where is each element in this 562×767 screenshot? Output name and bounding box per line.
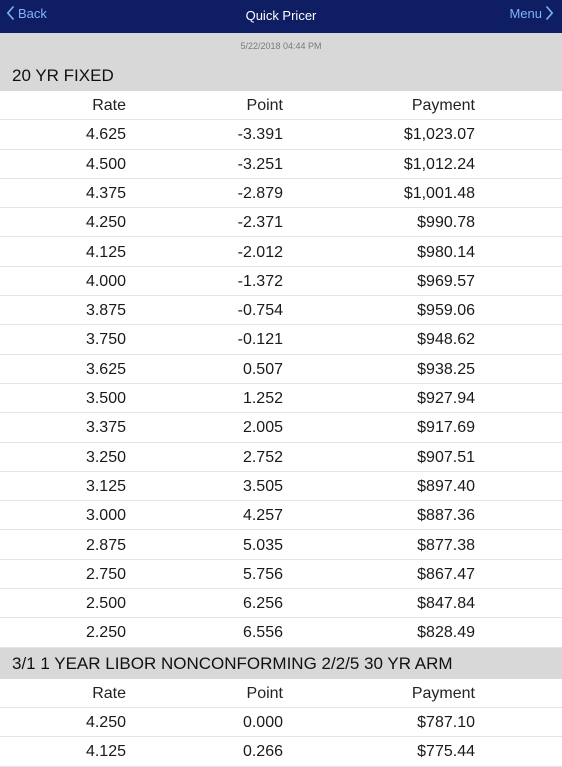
rate-cell: 3.125 — [85, 477, 126, 495]
section-header — [0, 60, 562, 91]
table-row[interactable] — [0, 443, 562, 472]
table-row[interactable] — [0, 355, 562, 384]
payment-cell: $938.25 — [417, 360, 475, 378]
rate-cell: 4.625 — [85, 126, 126, 144]
table-row[interactable] — [0, 413, 562, 442]
column-header-point: Point — [246, 97, 283, 114]
point-cell: -3.391 — [237, 126, 283, 144]
section-title: 20 YR FIXED — [12, 66, 114, 85]
table-row[interactable] — [0, 560, 562, 589]
payment-cell: $927.94 — [417, 390, 475, 407]
column-header-point: Point — [246, 684, 283, 702]
table-row[interactable] — [0, 325, 562, 354]
payment-cell: $917.69 — [417, 419, 475, 437]
payment-cell: $948.62 — [417, 331, 475, 349]
column-header-payment: Payment — [411, 97, 475, 114]
point-cell: -0.754 — [237, 302, 283, 320]
payment-cell: $787.10 — [417, 714, 475, 731]
rate-cell: 3.500 — [85, 390, 126, 407]
payment-cell: $969.57 — [417, 272, 475, 290]
payment-cell: $1,012.24 — [403, 155, 475, 173]
table-row[interactable] — [0, 384, 562, 413]
table-row[interactable] — [0, 150, 562, 179]
section-title: 3/1 1 YEAR LIBOR NONCONFORMING 2/2/5 30 YR ARM — [12, 653, 453, 673]
column-header-row — [0, 679, 562, 708]
rate-cell: 4.125 — [85, 243, 126, 261]
point-cell: -2.012 — [237, 243, 283, 261]
rate-cell: 3.750 — [85, 331, 126, 349]
table-row[interactable] — [0, 120, 562, 149]
rate-cell: 3.000 — [85, 507, 126, 525]
point-cell: 5.035 — [242, 536, 283, 554]
payment-cell: $867.47 — [417, 565, 475, 583]
rate-cell: 4.250 — [85, 214, 126, 232]
rate-cell: 4.375 — [85, 184, 126, 202]
point-cell: -0.121 — [237, 331, 283, 349]
table-row[interactable] — [0, 296, 562, 325]
rate-cell: 3.625 — [85, 360, 126, 378]
payment-cell: $1,023.07 — [403, 126, 475, 144]
point-cell: 0.266 — [242, 743, 283, 761]
table-row[interactable] — [0, 472, 562, 501]
table-row[interactable] — [0, 179, 562, 208]
nav-bar — [0, 0, 562, 33]
table-row[interactable] — [0, 267, 562, 296]
table-row[interactable] — [0, 737, 562, 766]
point-cell: 2.752 — [242, 448, 283, 466]
chevron-right-icon — [545, 5, 554, 21]
column-header-row — [0, 91, 562, 120]
table-row[interactable] — [0, 531, 562, 560]
rate-cell: 2.750 — [85, 565, 126, 583]
rate-cell: 2.500 — [85, 595, 126, 613]
point-cell: 0.507 — [242, 360, 283, 378]
payment-cell: $897.40 — [417, 477, 475, 495]
point-cell: 2.005 — [242, 419, 283, 437]
section-header — [0, 648, 562, 679]
table-row[interactable] — [0, 501, 562, 530]
payment-cell: $887.36 — [417, 507, 475, 525]
payment-cell: $1,001.48 — [403, 184, 475, 202]
rate-cell: 3.250 — [85, 448, 126, 466]
table-row[interactable] — [0, 708, 562, 737]
rate-cell: 3.875 — [85, 302, 126, 320]
rate-cell: 2.250 — [85, 624, 126, 642]
point-cell: 6.556 — [242, 624, 283, 642]
payment-cell: $990.78 — [417, 214, 475, 232]
payment-cell: $775.44 — [417, 743, 475, 761]
point-cell: 4.257 — [242, 507, 283, 525]
back-label: Back — [18, 5, 47, 21]
table-row[interactable] — [0, 208, 562, 237]
payment-cell: $828.49 — [417, 624, 475, 642]
column-header-payment: Payment — [411, 684, 475, 702]
column-header-rate: Rate — [92, 97, 126, 114]
point-cell: 3.505 — [242, 477, 283, 495]
rate-cell: 4.500 — [85, 155, 126, 173]
point-cell: 5.756 — [242, 565, 283, 583]
point-cell: 0.000 — [242, 714, 283, 731]
timestamp-bar — [0, 33, 562, 60]
payment-cell: $877.38 — [417, 536, 475, 554]
payment-cell: $980.14 — [417, 243, 475, 261]
timestamp: 5/22/2018 04:44 PM — [240, 41, 322, 51]
table-row[interactable] — [0, 618, 562, 647]
rate-cell: 4.000 — [85, 272, 126, 290]
rate-cell: 2.875 — [85, 536, 126, 554]
payment-cell: $847.84 — [417, 595, 475, 613]
rate-cell: 4.250 — [85, 714, 126, 731]
point-cell: 1.252 — [242, 390, 283, 407]
menu-button[interactable] — [509, 3, 554, 23]
point-cell: -3.251 — [237, 155, 283, 173]
rate-cell: 4.125 — [85, 743, 126, 761]
table-row[interactable] — [0, 589, 562, 618]
rate-cell: 3.375 — [85, 419, 126, 437]
point-cell: -2.879 — [237, 184, 283, 202]
point-cell: -1.372 — [237, 272, 283, 290]
menu-label: Menu — [509, 5, 542, 21]
point-cell: 6.256 — [242, 595, 283, 613]
column-header-rate: Rate — [92, 684, 126, 702]
table-row[interactable] — [0, 238, 562, 267]
payment-cell: $907.51 — [417, 448, 475, 466]
page-title: Quick Pricer — [245, 8, 317, 23]
payment-cell: $959.06 — [417, 302, 475, 320]
point-cell: -2.371 — [237, 214, 283, 232]
